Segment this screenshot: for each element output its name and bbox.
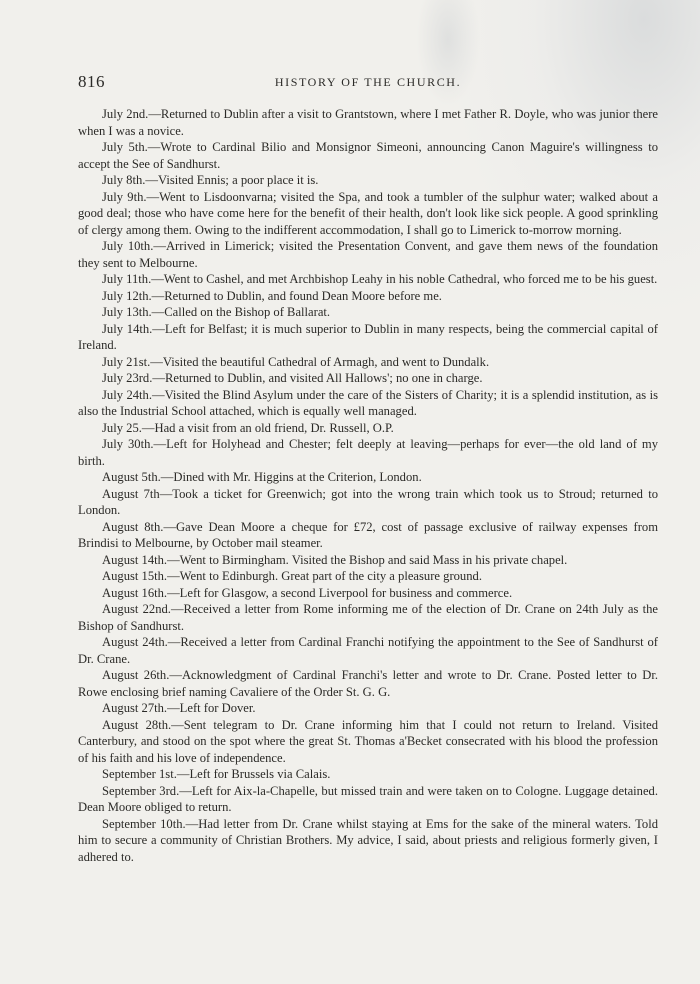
- diary-entry: July 9th.—Went to Lisdoonvarna; visited the Spa, and took a tumbler of the sulphur water; walked about a good deal; those who have come here for the benefit of their health, don't look like sick people. A good sprinkling of clergy among them. Owing to the indifferent accommodation, I shall go to Limerick to-morrow morning.: [78, 189, 658, 237]
- diary-entry: July 2nd.—Returned to Dublin after a visit to Grantstown, where I met Father R. Doyle, who was junior there when I was a novice.: [78, 107, 658, 138]
- diary-entry: July 10th.—Arrived in Limerick; visited the Presentation Convent, and gave them news of the foundation they sent to Melbourne.: [78, 239, 658, 270]
- diary-entry: July 24th.—Visited the Blind Asylum under the care of the Sisters of Charity; it is a splendid institution, as is also the Industrial School attached, which is equally well managed.: [78, 387, 658, 418]
- diary-entry: July 14th.—Left for Belfast; it is much superior to Dublin in many respects, being the commercial capital of Ireland.: [78, 321, 658, 352]
- page-header: [78, 72, 658, 92]
- diary-entry: August 28th.—Sent telegram to Dr. Crane informing him that I could not return to Ireland. Visited Canterbury, and stood on the spot where the great St. Thomas a'Becket consecrated with his blood the profession of his faith and his love of independence.: [78, 717, 658, 765]
- page-number: 816: [78, 72, 105, 91]
- diary-entry: August 7th—Took a ticket for Greenwich; got into the wrong train which took us to Stroud; returned to London.: [78, 486, 658, 517]
- diary-entry: August 24th.—Received a letter from Cardinal Franchi notifying the appointment to the See of Sandhurst of Dr. Crane.: [78, 635, 658, 666]
- diary-entry: August 15th.—Went to Edinburgh. Great part of the city a pleasure ground.: [102, 569, 482, 583]
- diary-entry: September 1st.—Left for Brussels via Calais.: [102, 767, 331, 781]
- diary-entry: July 5th.—Wrote to Cardinal Bilio and Monsignor Simeoni, announcing Canon Maguire's willingness to accept the See of Sandhurst.: [78, 140, 658, 171]
- diary-entry: September 10th.—Had letter from Dr. Crane whilst staying at Ems for the sake of the mineral waters. Told him to secure a community of Christian Brothers. My advice, I said, about priests and religious formerly given, I adhered to.: [78, 816, 658, 864]
- diary-entry: September 3rd.—Left for Aix-la-Chapelle, but missed train and were taken on to Cologne. Luggage detained. Dean Moore obliged to return.: [78, 783, 658, 814]
- diary-entry: July 12th.—Returned to Dublin, and found Dean Moore before me.: [102, 288, 442, 303]
- diary-entry: July 8th.—Visited Ennis; a poor place it is.: [102, 173, 319, 187]
- diary-entry: July 23rd.—Returned to Dublin, and visited All Hallows'; no one in charge.: [102, 371, 483, 385]
- diary-entry: August 26th.—Acknowledgment of Cardinal Franchi's letter and wrote to Dr. Crane. Posted letter to Dr. Rowe enclosing brief naming Cavaliere of the Order St. G. G.: [78, 668, 658, 699]
- diary-entry: July 21st.—Visited the beautiful Cathedral of Armagh, and went to Dundalk.: [102, 354, 490, 369]
- diary-entry: August 16th.—Left for Glasgow, a second Liverpool for business and commerce.: [102, 585, 513, 600]
- diary-entry: July 25.—Had a visit from an old friend, Dr. Russell, O.P.: [102, 420, 394, 435]
- diary-entry: August 14th.—Went to Birmingham. Visited the Bishop and said Mass in his private chapel.: [102, 552, 568, 567]
- diary-entry: August 8th.—Gave Dean Moore a cheque for £72, cost of passage exclusive of railway expenses from Brindisi to Melbourne, by October mail steamer.: [78, 519, 658, 550]
- running-title: HISTORY OF THE CHURCH.: [274, 75, 462, 89]
- diary-entry: August 5th.—Dined with Mr. Higgins at the Criterion, London.: [102, 470, 422, 484]
- diary-entry: August 22nd.—Received a letter from Rome informing me of the election of Dr. Crane on 24th July as the Bishop of Sandhurst.: [78, 602, 658, 633]
- diary-entry: July 13th.—Called on the Bishop of Ballarat.: [102, 305, 331, 319]
- diary-entries: [78, 106, 658, 865]
- diary-entry: July 11th.—Went to Cashel, and met Archbishop Leahy in his noble Cathedral, who forced me to be his guest.: [102, 272, 658, 286]
- diary-entry: July 30th.—Left for Holyhead and Chester; felt deeply at leaving—perhaps for ever—the old land of my birth.: [78, 437, 658, 468]
- diary-entry: August 27th.—Left for Dover.: [102, 701, 256, 715]
